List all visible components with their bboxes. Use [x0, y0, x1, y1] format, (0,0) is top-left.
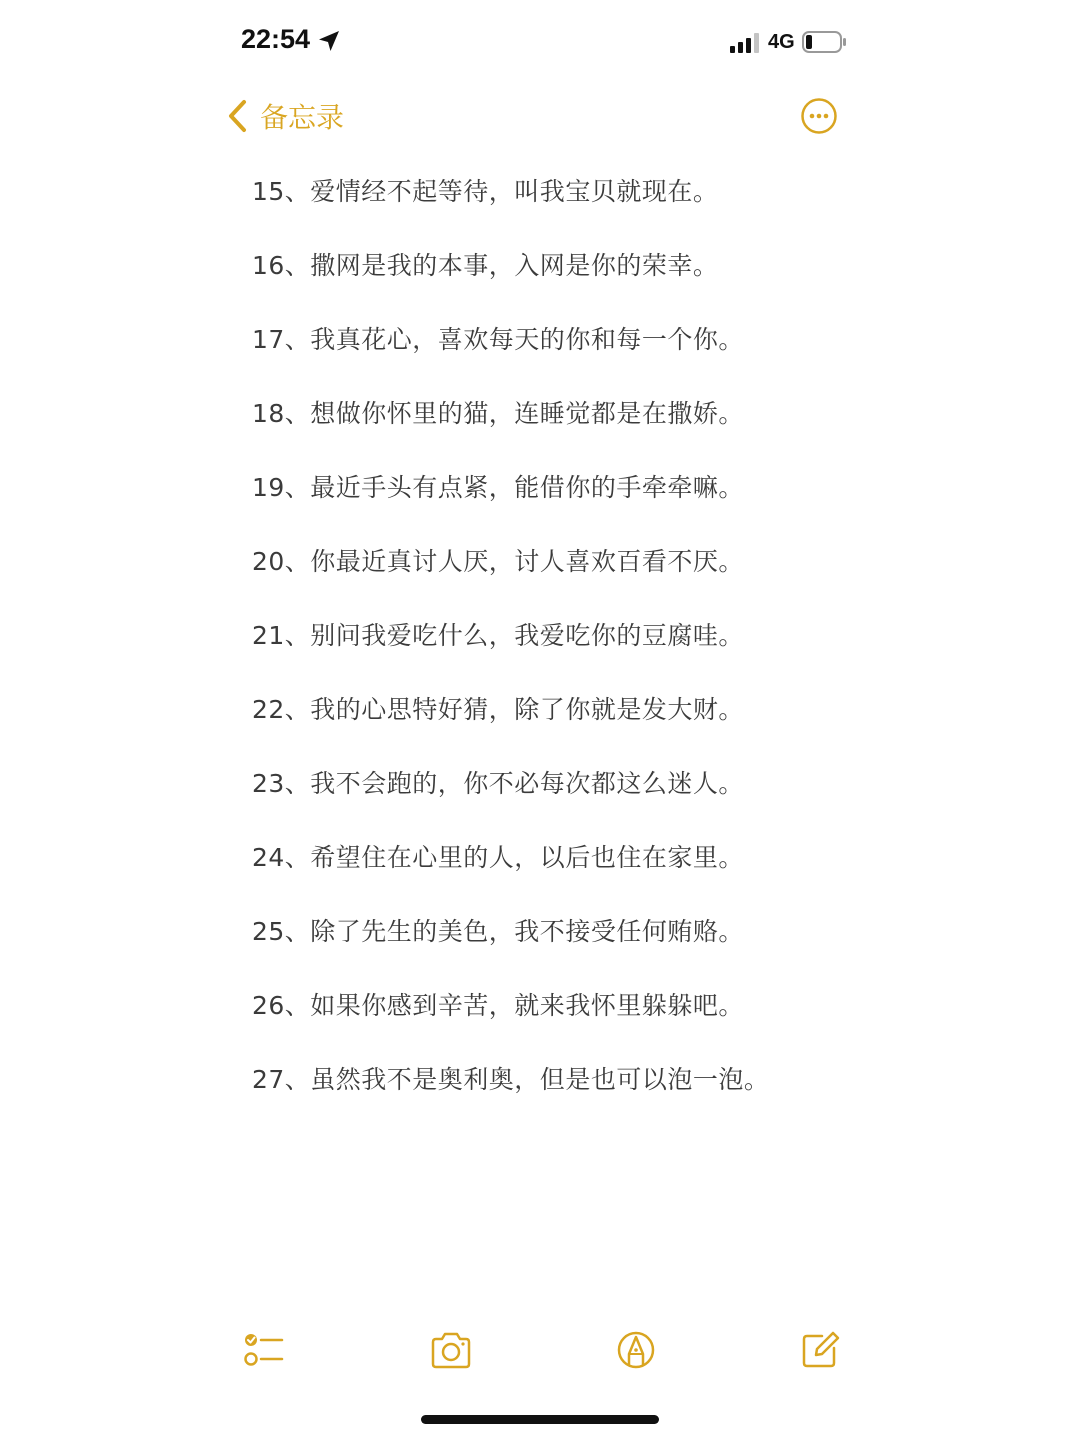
home-indicator[interactable] — [421, 1415, 659, 1424]
more-button[interactable] — [800, 97, 838, 135]
note-line[interactable]: 23、我不会跑的，你不必每次都这么迷人。 — [252, 769, 744, 798]
note-body[interactable] — [252, 168, 952, 1130]
note-line[interactable]: 15、爱情经不起等待，叫我宝贝就现在。 — [252, 177, 719, 206]
location-arrow-icon — [318, 30, 340, 52]
status-time: 22:54 — [241, 24, 311, 54]
note-line[interactable]: 25、除了先生的美色，我不接受任何贿赂。 — [252, 917, 744, 946]
camera-icon — [429, 1328, 473, 1372]
more-ellipsis-circle-icon — [800, 97, 838, 135]
note-line[interactable]: 27、虽然我不是奥利奥，但是也可以泡一泡。 — [252, 1065, 770, 1094]
note-line[interactable]: 17、我真花心，喜欢每天的你和每一个你。 — [252, 325, 744, 354]
checklist-icon — [242, 1328, 286, 1372]
note-line[interactable]: 24、希望住在心里的人，以后也住在家里。 — [252, 843, 744, 872]
compose-icon — [798, 1328, 842, 1372]
battery-icon — [802, 31, 848, 53]
camera-button[interactable] — [429, 1328, 473, 1372]
note-line[interactable]: 21、别问我爱吃什么，我爱吃你的豆腐哇。 — [252, 621, 744, 650]
markup-pen-icon — [614, 1328, 658, 1372]
note-line[interactable]: 26、如果你感到辛苦，就来我怀里躲躲吧。 — [252, 991, 744, 1020]
network-type: 4G — [768, 31, 795, 53]
chevron-left-icon — [226, 99, 248, 133]
status-bar — [0, 0, 1080, 80]
note-line[interactable]: 19、最近手头有点紧，能借你的手牵牵嘛。 — [252, 473, 744, 502]
back-button[interactable] — [226, 94, 344, 138]
bottom-toolbar — [0, 1320, 1080, 1380]
note-line[interactable]: 20、你最近真讨人厌，讨人喜欢百看不厌。 — [252, 547, 744, 576]
markup-button[interactable] — [614, 1328, 658, 1372]
note-line[interactable]: 16、撒网是我的本事，入网是你的荣幸。 — [252, 251, 719, 280]
compose-button[interactable] — [798, 1328, 842, 1372]
cellular-signal-icon — [730, 33, 762, 53]
checklist-button[interactable] — [242, 1328, 286, 1372]
note-line[interactable]: 18、想做你怀里的猫，连睡觉都是在撒娇。 — [252, 399, 744, 428]
note-line[interactable]: 22、我的心思特好猜，除了你就是发大财。 — [252, 695, 744, 724]
back-label: 备忘录 — [260, 101, 345, 134]
